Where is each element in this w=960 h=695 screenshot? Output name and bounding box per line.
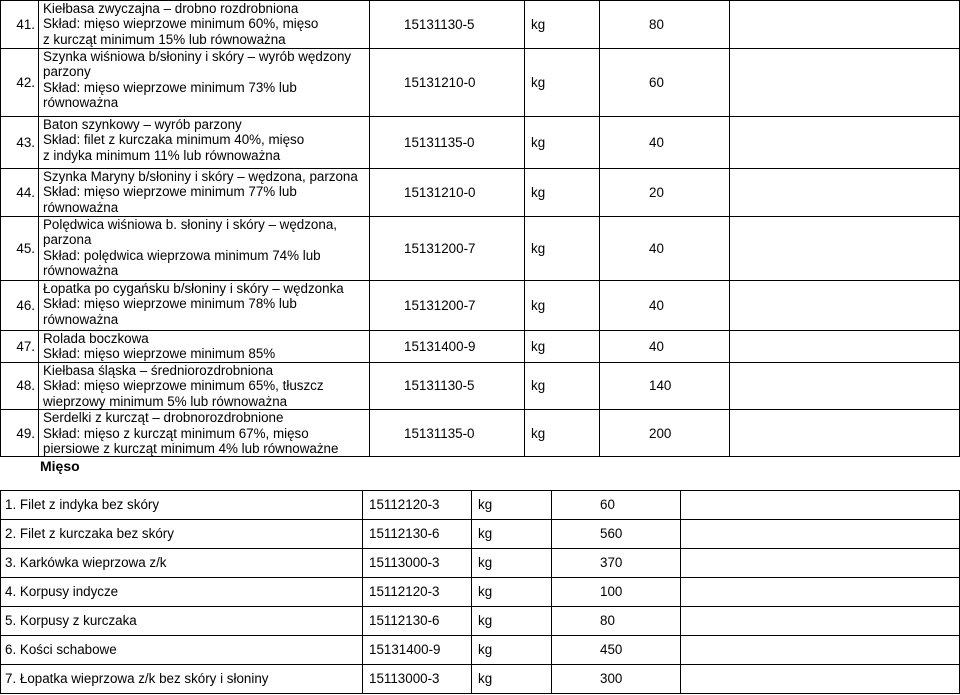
table-row — [1, 636, 960, 665]
meat-item-code: 15113000-3 — [363, 665, 472, 694]
meat-item-code: 15112130-6 — [363, 520, 472, 549]
table-row — [1, 331, 960, 363]
meat-item-unit: kg — [472, 636, 552, 665]
meat-item-quantity: 100 — [552, 578, 681, 607]
description-line: równoważna — [43, 199, 119, 215]
item-number: 45. — [1, 217, 39, 281]
table-row — [1, 578, 960, 607]
description-line: Skład: mięso wieprzowe minimum 78% lub — [43, 296, 297, 312]
meat-item-code: 15112120-3 — [363, 578, 472, 607]
description-line: Szynka Maryny b/słoniny i skóry – wędzona, parzona — [43, 169, 358, 184]
empty-cell — [730, 169, 960, 217]
meat-item-label: 3. Karkówka wieprzowa z/k — [1, 549, 363, 578]
table-row — [1, 410, 960, 457]
meat-item-code: 15112130-6 — [363, 607, 472, 636]
table-row — [1, 117, 960, 169]
empty-cell — [730, 281, 960, 331]
table-row — [1, 217, 960, 281]
item-quantity: 60 — [600, 49, 730, 117]
item-code: 15131210-0 — [370, 169, 525, 217]
item-quantity: 200 — [600, 410, 730, 457]
item-code: 15131130-5 — [370, 1, 525, 49]
empty-cell — [730, 363, 960, 410]
item-quantity: 40 — [600, 331, 730, 363]
description-line: Skład: mięso wieprzowe minimum 77% lub — [43, 184, 297, 200]
meat-item-unit: kg — [472, 549, 552, 578]
description-line: Skład: mięso wieprzowe minimum 85% — [43, 346, 276, 362]
empty-cell — [681, 549, 960, 578]
item-number: 47. — [1, 331, 39, 363]
table-row — [1, 665, 960, 694]
item-code: 15131210-0 — [370, 49, 525, 117]
empty-cell — [730, 331, 960, 363]
table-row — [1, 169, 960, 217]
empty-cell — [681, 665, 960, 694]
meat-item-label: 6. Kości schabowe — [1, 636, 363, 665]
description-line: Polędwica wiśniowa b. słoniny i skóry – wędzona, — [43, 217, 337, 232]
meat-item-unit: kg — [472, 491, 552, 520]
meat-item-code: 15131400-9 — [363, 636, 472, 665]
table-row — [1, 607, 960, 636]
meat-item-quantity: 370 — [552, 549, 681, 578]
description-line: równoważna — [43, 95, 119, 111]
description-line: Skład: mięso wieprzowe minimum 73% lub — [43, 79, 297, 95]
item-description — [39, 49, 370, 117]
empty-cell — [681, 607, 960, 636]
item-description — [39, 169, 370, 217]
meat-item-quantity: 560 — [552, 520, 681, 549]
description-line: wieprzowy minimum 5% lub równoważna — [43, 393, 288, 409]
item-unit: kg — [525, 363, 600, 410]
meat-item-quantity: 60 — [552, 491, 681, 520]
item-description — [39, 217, 370, 281]
description-line: Kiełbasa zwyczajna – drobno rozdrobniona — [43, 1, 299, 16]
item-code: 15131130-5 — [370, 363, 525, 410]
meat-item-unit: kg — [472, 607, 552, 636]
meat-item-code: 15113000-3 — [363, 549, 472, 578]
table-row — [1, 49, 960, 117]
meat-item-unit: kg — [472, 665, 552, 694]
description-line: Skład: polędwica wieprzowa minimum 74% lub — [43, 247, 321, 263]
empty-cell — [681, 578, 960, 607]
description-line: Baton szynkowy – wyrób parzony — [43, 117, 242, 132]
item-unit: kg — [525, 169, 600, 217]
description-line: równoważna — [43, 311, 119, 327]
description-line: Skład: mięso wieprzowe minimum 60%, mięso — [43, 16, 319, 32]
item-number: 49. — [1, 410, 39, 457]
meat-item-label: 7. Łopatka wieprzowa z/k bez skóry i słoniny — [1, 665, 363, 694]
item-unit: kg — [525, 410, 600, 457]
empty-cell — [730, 1, 960, 49]
meat-item-unit: kg — [472, 578, 552, 607]
description-line: parzony — [43, 64, 91, 80]
table-row — [1, 281, 960, 331]
item-number: 46. — [1, 281, 39, 331]
item-description — [39, 363, 370, 410]
item-description — [39, 1, 370, 49]
empty-cell — [681, 636, 960, 665]
item-unit: kg — [525, 117, 600, 169]
meat-item-quantity: 300 — [552, 665, 681, 694]
table-row — [1, 549, 960, 578]
description-line: Szynka wiśniowa b/słoniny i skóry – wyrób wędzony — [43, 49, 352, 64]
item-number: 41. — [1, 1, 39, 49]
item-quantity: 80 — [600, 1, 730, 49]
item-unit: kg — [525, 331, 600, 363]
item-quantity: 40 — [600, 117, 730, 169]
meat-table — [0, 490, 960, 694]
empty-cell — [730, 117, 960, 169]
table-row — [1, 363, 960, 410]
item-number: 48. — [1, 363, 39, 410]
description-line: z indyka minimum 11% lub równoważna — [43, 147, 281, 163]
meat-item-unit: kg — [472, 520, 552, 549]
description-line: z kurcząt minimum 15% lub równoważna — [43, 31, 286, 47]
item-code: 15131135-0 — [370, 117, 525, 169]
item-number: 43. — [1, 117, 39, 169]
empty-cell — [681, 520, 960, 549]
item-unit: kg — [525, 49, 600, 117]
description-line: parzona — [43, 232, 92, 248]
description-line: Serdelki z kurcząt – drobnorozdrobnione — [43, 410, 284, 426]
meat-item-quantity: 80 — [552, 607, 681, 636]
item-description — [39, 331, 370, 363]
meat-item-label: 4. Korpusy indycze — [1, 578, 363, 607]
table-row — [1, 491, 960, 520]
empty-cell — [730, 217, 960, 281]
description-line: równoważna — [43, 263, 119, 279]
description-line: Rolada boczkowa — [43, 331, 149, 346]
item-quantity: 140 — [600, 363, 730, 410]
item-code: 15131400-9 — [370, 331, 525, 363]
item-quantity: 40 — [600, 281, 730, 331]
item-unit: kg — [525, 281, 600, 331]
section-title: Mięso — [40, 458, 80, 474]
meat-item-label: 5. Korpusy z kurczaka — [1, 607, 363, 636]
item-unit: kg — [525, 217, 600, 281]
table-row — [1, 1, 960, 49]
meat-item-label: 2. Filet z kurczaka bez skóry — [1, 520, 363, 549]
empty-cell — [730, 49, 960, 117]
empty-cell — [730, 410, 960, 457]
item-description — [39, 410, 370, 457]
item-description — [39, 117, 370, 169]
item-quantity: 20 — [600, 169, 730, 217]
description-line: Skład: filet z kurczaka minimum 40%, mięso — [43, 132, 305, 148]
meat-item-label: 1. Filet z indyka bez skóry — [1, 491, 363, 520]
item-number: 44. — [1, 169, 39, 217]
meat-item-code: 15112120-3 — [363, 491, 472, 520]
item-quantity: 40 — [600, 217, 730, 281]
description-line: Łopatka po cygańsku b/słoniny i skóry – wędzonka — [43, 281, 344, 296]
description-line: Skład: mięso wieprzowe minimum 65%, tłuszcz — [43, 378, 324, 394]
description-line: Skład: mięso z kurcząt minimum 67%, mięso — [43, 425, 309, 441]
empty-cell — [681, 491, 960, 520]
item-number: 42. — [1, 49, 39, 117]
description-line: Kiełbasa śląska – średniorozdrobniona — [43, 363, 274, 378]
item-code: 15131200-7 — [370, 217, 525, 281]
meat-item-quantity: 450 — [552, 636, 681, 665]
description-line: piersiowe z kurcząt minimum 4% lub równoważne — [43, 441, 339, 457]
item-code: 15131135-0 — [370, 410, 525, 457]
table-row — [1, 520, 960, 549]
item-description — [39, 281, 370, 331]
item-code: 15131200-7 — [370, 281, 525, 331]
item-unit: kg — [525, 1, 600, 49]
